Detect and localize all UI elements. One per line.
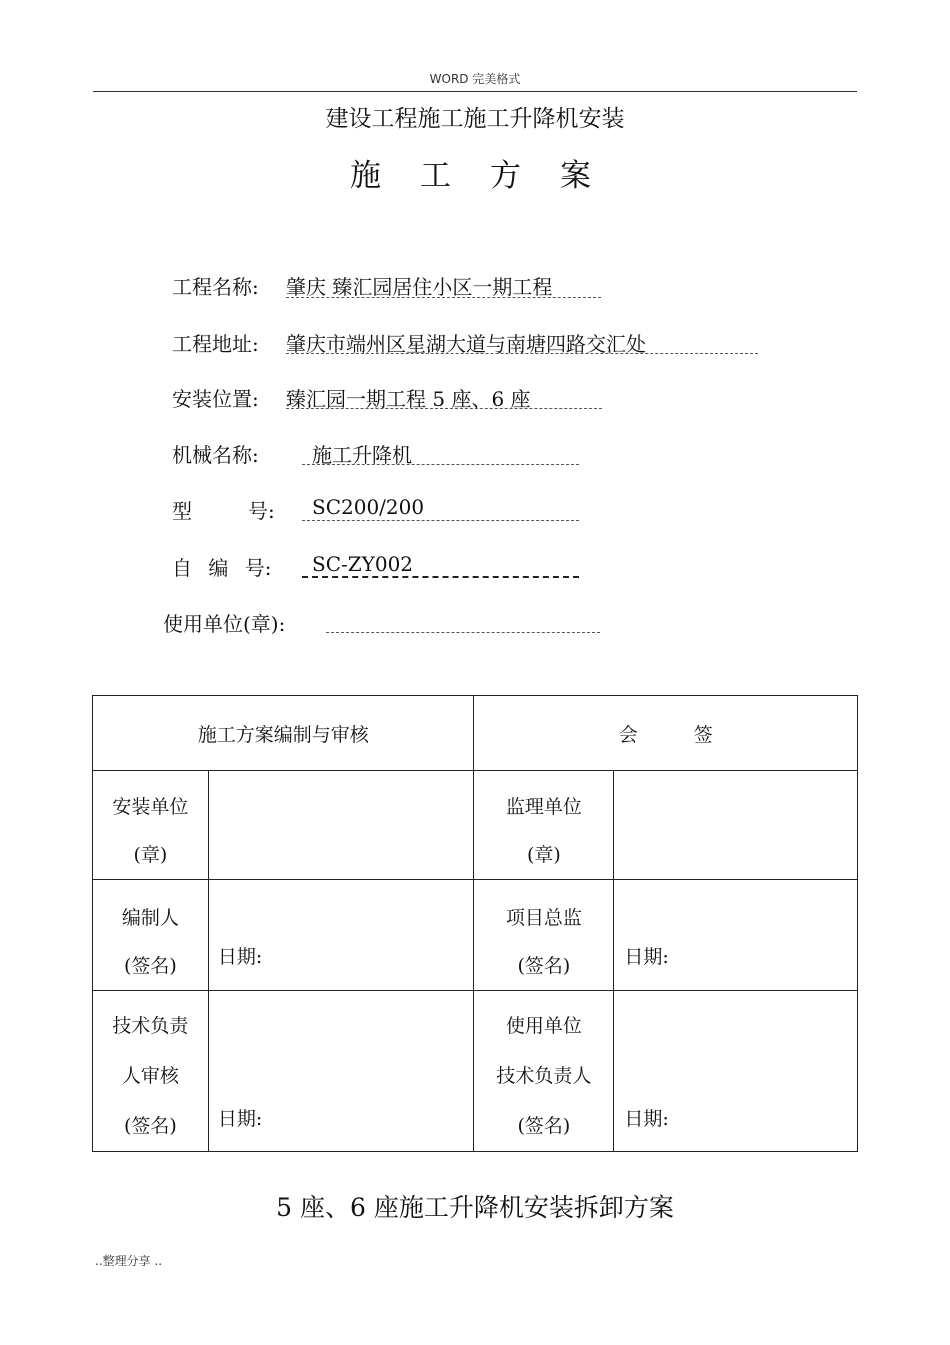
user-tech-lead-date-label: 日期: <box>624 1108 669 1130</box>
table-head-compile <box>93 696 474 771</box>
page-header: WORD 完美格式 <box>429 72 521 86</box>
chief-supervisor-cell <box>474 880 614 991</box>
chief-supervisor-date-label: 日期: <box>624 946 669 968</box>
page-footer: ..整理分享 .. <box>95 1254 163 1268</box>
supervision-unit-line: (章) <box>526 844 561 866</box>
chief-supervisor-line: 项目总监 <box>505 907 582 929</box>
supervision-unit-cell <box>474 771 614 880</box>
signoff-table <box>92 695 858 1152</box>
install-location-underline <box>286 408 602 409</box>
compiler-line: 编制人 <box>121 907 179 929</box>
project-address-value: 肇庆市端州区星湖大道与南塘四路交汇处 <box>286 332 646 356</box>
subtitle-char: 案 <box>560 158 591 194</box>
tech-review-line: 人审核 <box>121 1065 179 1087</box>
install-location-value: 臻汇园一期工程 5 座、6 座 <box>286 387 531 411</box>
machine-name-value: 施工升降机 <box>312 443 412 467</box>
subtitle-char: 工 <box>420 158 451 194</box>
serial-no-label: 自 编 号: <box>172 556 272 580</box>
tech-review-line: (签名) <box>124 1115 177 1137</box>
chief-supervisor-sign-area[interactable] <box>614 880 858 991</box>
table-head-countersign <box>474 696 858 771</box>
document-subtitle <box>350 150 630 195</box>
serial-no-underline <box>302 576 579 578</box>
supervision-unit-input[interactable] <box>614 771 858 880</box>
serial-no-value: SC-ZY002 <box>312 552 414 576</box>
install-unit-input[interactable] <box>208 771 474 880</box>
compiler-line: (签名) <box>124 955 177 977</box>
user-tech-lead-line: 技术负责人 <box>496 1065 592 1087</box>
table-head-compile-text: 施工方案编制与审核 <box>197 723 369 746</box>
tech-review-date-label: 日期: <box>217 1108 263 1130</box>
compiler-date-label: 日期: <box>217 946 263 968</box>
machine-name-underline <box>302 464 579 465</box>
machine-name-label: 机械名称: <box>172 443 259 467</box>
tech-review-line: 技术负责 <box>112 1015 189 1037</box>
header-rule <box>93 91 857 92</box>
model-label-b: 号: <box>248 499 275 523</box>
project-name-underline <box>286 297 601 298</box>
subtitle-char: 方 <box>490 158 521 194</box>
tech-review-sign-area[interactable] <box>208 991 474 1152</box>
table-head-countersign-text: 会 签 <box>618 723 713 746</box>
project-name-value: 肇庆 臻汇园居住小区一期工程 <box>286 275 553 299</box>
model-label-a: 型 <box>172 499 192 523</box>
user-unit-label: 使用单位(章): <box>163 612 286 636</box>
project-name-label: 工程名称: <box>172 275 259 299</box>
install-unit-line: (章) <box>133 844 168 866</box>
install-unit-line: 安装单位 <box>112 796 189 818</box>
model-underline <box>302 520 579 521</box>
supervision-unit-line: 监理单位 <box>505 796 582 818</box>
chief-supervisor-line: (签名) <box>517 955 571 977</box>
document-title: 建设工程施工施工升降机安装 <box>325 106 625 132</box>
user-tech-lead-sign-area[interactable] <box>614 991 858 1152</box>
project-address-label: 工程地址: <box>172 332 259 356</box>
compiler-cell <box>93 880 209 991</box>
compiler-sign-area[interactable] <box>208 880 474 991</box>
subtitle-char: 施 <box>350 158 381 194</box>
model-value: SC200/200 <box>312 495 425 519</box>
install-location-label: 安装位置: <box>172 387 259 411</box>
install-unit-cell <box>93 771 209 880</box>
project-address-underline <box>286 353 758 354</box>
user-tech-lead-line: (签名) <box>517 1115 571 1137</box>
user-unit-underline <box>326 632 600 633</box>
tech-review-cell <box>93 991 209 1152</box>
user-tech-lead-line: 使用单位 <box>505 1015 582 1037</box>
section-title: 5 座、6 座施工升降机安装拆卸方案 <box>276 1193 674 1222</box>
user-tech-lead-cell <box>474 991 614 1152</box>
